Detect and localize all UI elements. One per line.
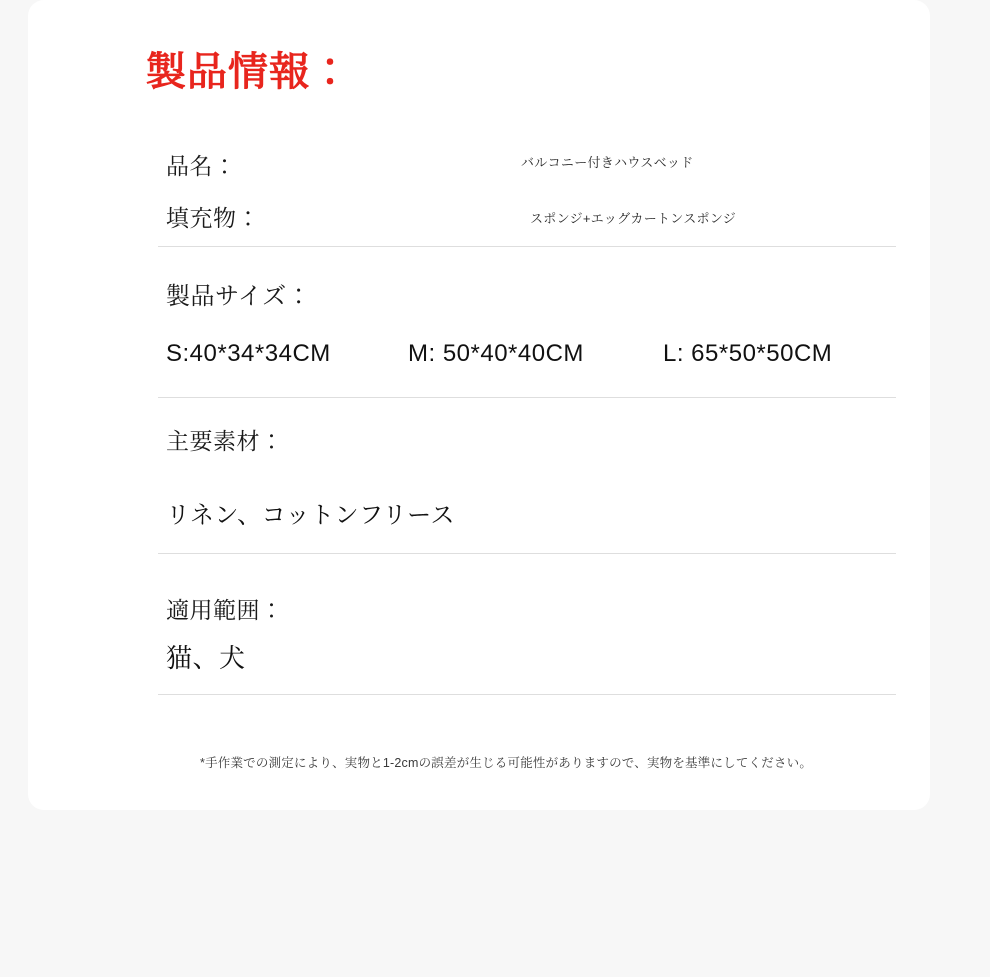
divider	[158, 246, 896, 247]
info-card	[28, 0, 930, 810]
usage-value: 猫、犬	[166, 643, 246, 673]
filling-label: 填充物：	[166, 205, 260, 231]
material-value: リネン、コットンフリース	[166, 502, 455, 529]
product-name-value: バルコニー付きハウスベッド	[521, 155, 694, 170]
product-name-label: 品名：	[166, 153, 237, 179]
filling-value: スポンジ+エッグカートンスポンジ	[530, 211, 737, 226]
material-label: 主要素材：	[166, 428, 284, 454]
divider	[158, 553, 896, 554]
usage-label: 適用範囲：	[166, 597, 284, 623]
size-option-l: L: 65*50*50CM	[663, 340, 833, 367]
size-option-m: M: 50*40*40CM	[408, 340, 584, 367]
size-option-s: S:40*34*34CM	[166, 340, 331, 367]
divider	[158, 694, 896, 695]
info-card-content	[138, 0, 898, 810]
page-title: 製品情報：	[146, 50, 351, 94]
product-size-label: 製品サイズ：	[166, 283, 312, 310]
divider	[158, 397, 896, 398]
measurement-footnote: *手作業での測定により、実物と1-2cmの誤差が生じる可能性がありますので、実物を基準にしてください。	[200, 756, 813, 770]
